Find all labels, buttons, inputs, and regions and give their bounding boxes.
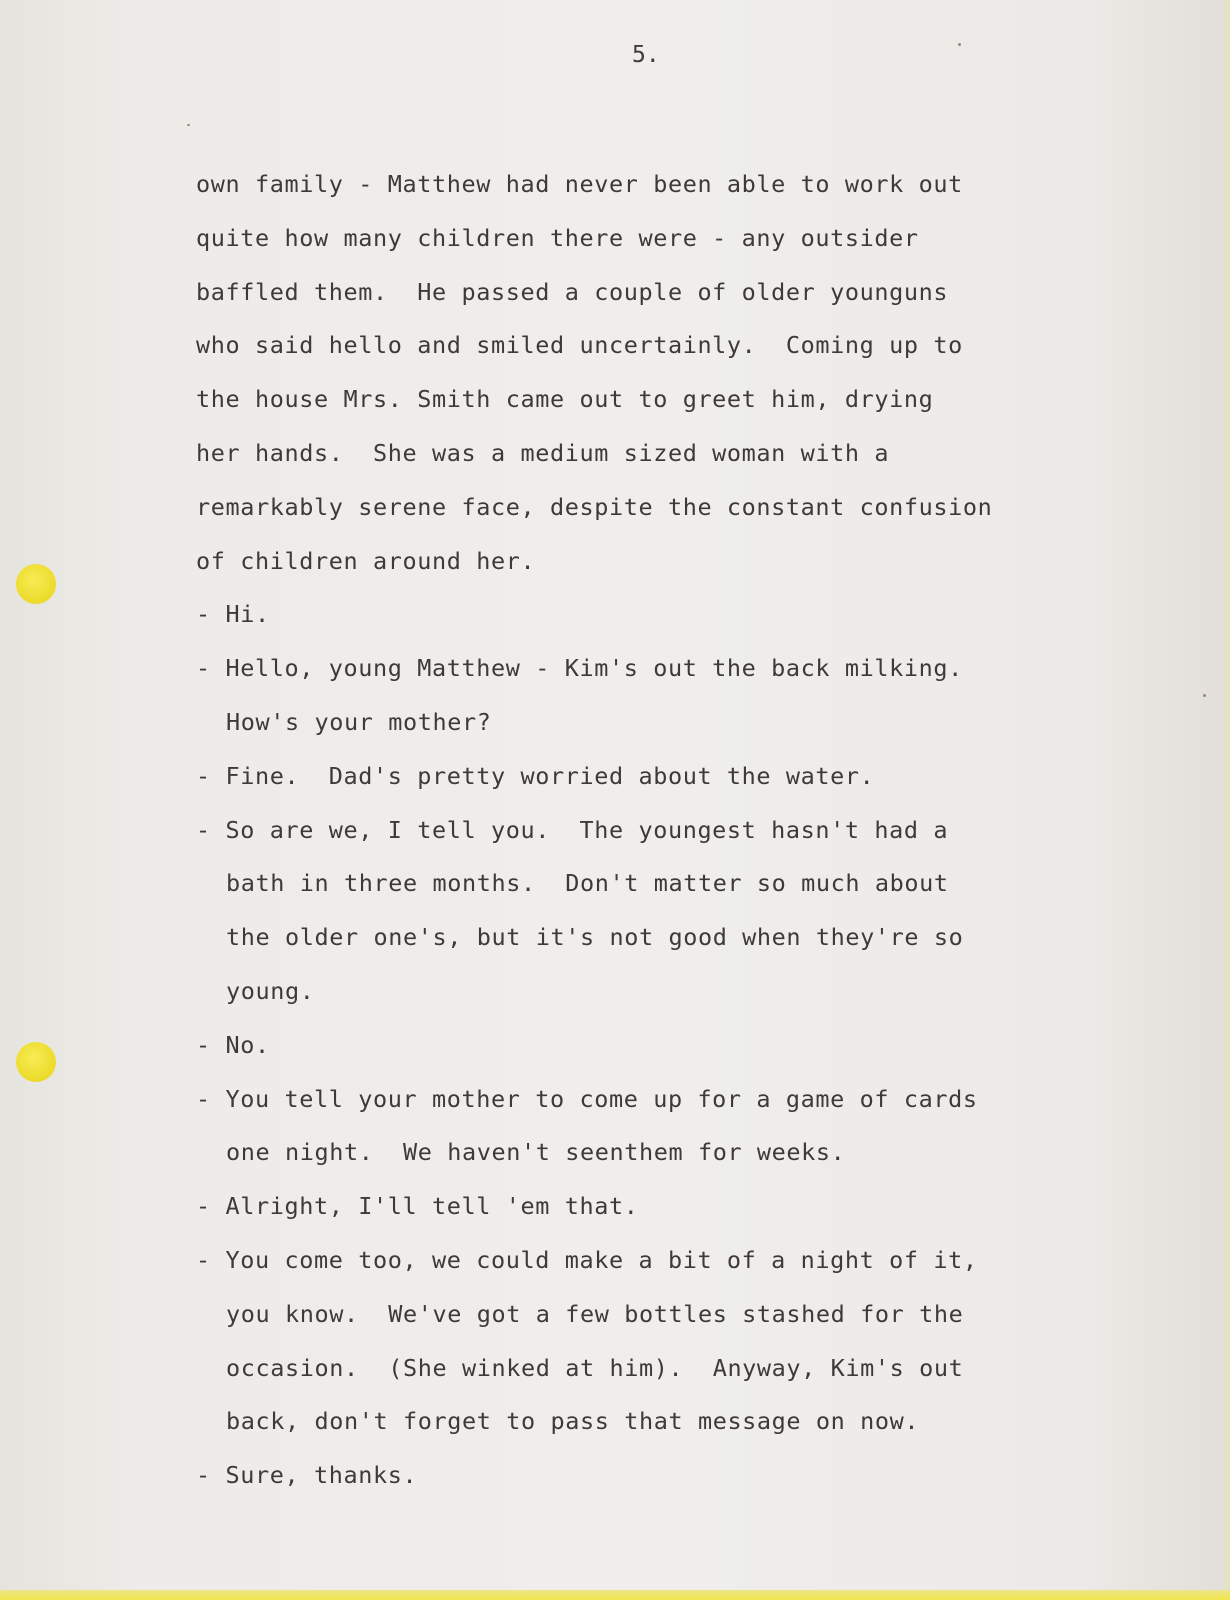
dialogue-line: - Hello, young Matthew - Kim's out the back milking. [196,654,963,683]
paper-bottom-edge [0,1590,1230,1600]
dialogue-continuation: you know. We've got a few bottles stashed for the [226,1299,964,1328]
paper-speck [187,124,190,126]
text-line: who said hello and smiled uncertainly. Coming up to [196,331,963,360]
text-line: of children around her. [196,546,536,575]
text-line: quite how many children there were - any outsider [196,223,919,252]
text-line: her hands. She was a medium sized woman with a [196,438,890,467]
dialogue-continuation: How's your mother? [226,707,492,736]
manuscript-text [196,158,1196,1503]
dialogue-line: - Fine. Dad's pretty worried about the water. [196,761,875,790]
page-number: 5. [632,42,660,68]
paper-speck [958,43,961,46]
dialogue-continuation: occasion. (She winked at him). Anyway, Kim's out [226,1353,964,1382]
dialogue-continuation: one night. We haven't seenthem for weeks. [226,1138,846,1167]
text-line: the house Mrs. Smith came out to greet him, drying [196,385,934,414]
dialogue-line: - Sure, thanks. [196,1461,418,1490]
paper-speck [1203,694,1206,697]
dialogue-line: - You tell your mother to come up for a game of cards [196,1084,978,1113]
punch-hole-bottom [16,1042,56,1082]
dialogue-line: - You come too, we could make a bit of a night of it, [196,1245,978,1274]
text-line: remarkably serene face, despite the constant confusion [196,492,993,521]
dialogue-line: - No. [196,1030,270,1059]
paper-right-edge [1222,0,1230,1600]
dialogue-line: - Alright, I'll tell 'em that. [196,1192,639,1221]
dialogue-line: - So are we, I tell you. The youngest hasn't had a [196,815,949,844]
punch-hole-top [16,564,56,604]
dialogue-continuation: back, don't forget to pass that message on now. [226,1407,920,1436]
dialogue-continuation: the older one's, but it's not good when they're so [226,923,964,952]
text-line: own family - Matthew had never been able to work out [196,170,963,198]
dialogue-continuation: bath in three months. Don't matter so much about [226,869,949,898]
dialogue-line: - Hi. [196,600,270,629]
dialogue-continuation: young. [226,976,315,1005]
text-line: baffled them. He passed a couple of older younguns [196,277,949,306]
